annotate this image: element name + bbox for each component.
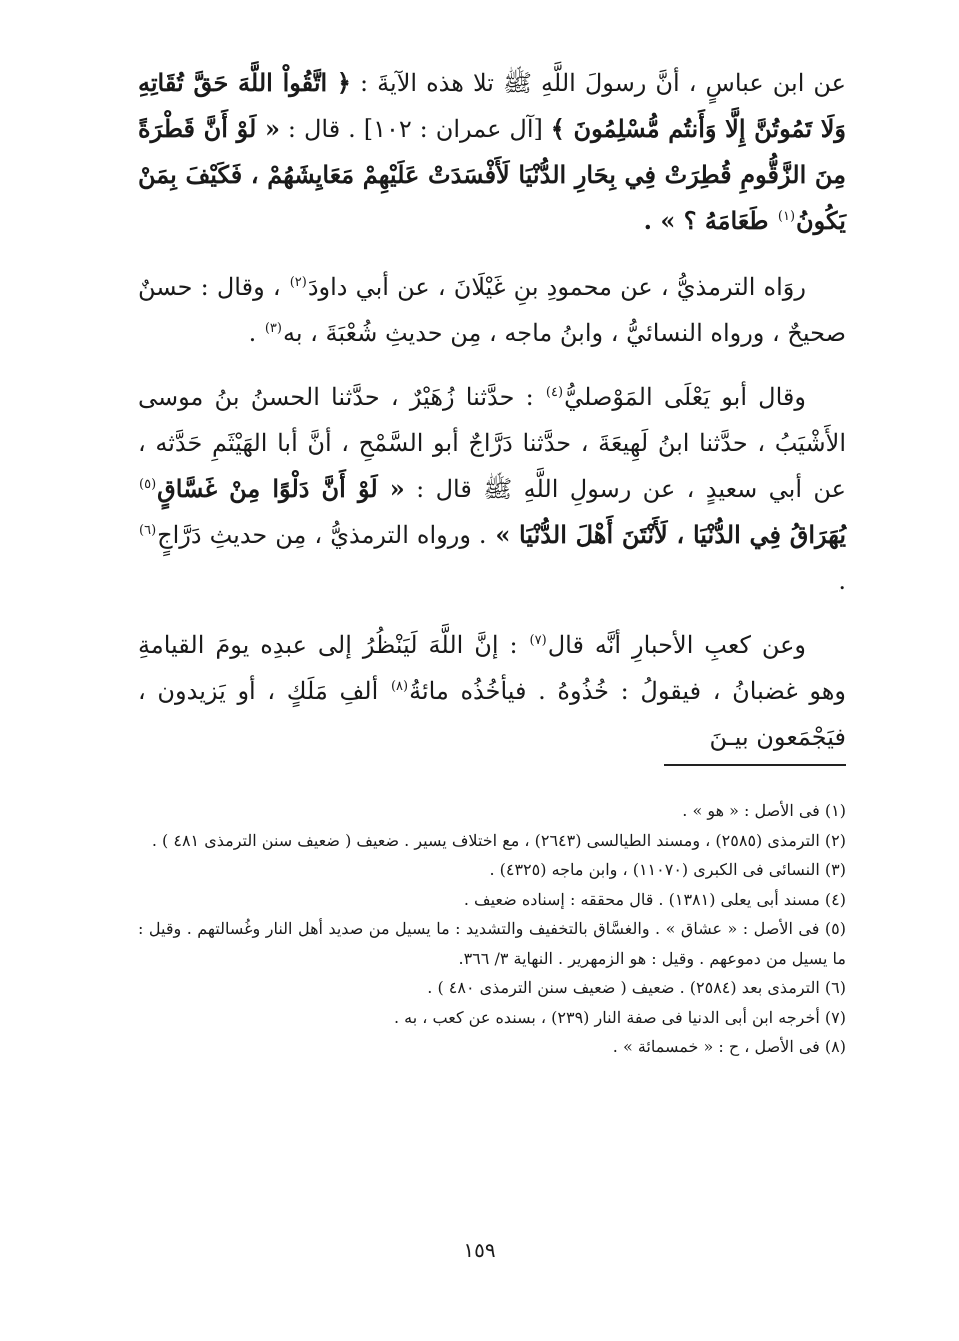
- paragraph-4: [138, 622, 846, 760]
- verse-reference: [آل عمران : ١٠٢] .: [340, 115, 551, 143]
- main-text: [138, 60, 846, 778]
- footnote-ref-2: (٢): [289, 275, 307, 290]
- quran-verse: ﴿ اتَّقُواْ اللَّهَ حَقَّ تُقَاتِهِ وَلَا تَمُوتُنَّ إِلَّا وَأَنتُم مُّسْلِمُونَ ﴾: [138, 68, 846, 143]
- paragraph-3: [138, 374, 846, 604]
- footnote-7: (٧) أخرجه ابن أبى الدنيا فى صفة النار (٢٣٩) ، بسنده عن كعب ، به .: [393, 1007, 846, 1027]
- p1-qal: قال :: [279, 115, 341, 143]
- footnote-ref-8: (٨): [390, 679, 409, 694]
- page-number: ١٥٩: [463, 1238, 496, 1262]
- footnote-1: (١) فى الأصل : « هو » .: [682, 801, 846, 820]
- p2-text-a: روَاه الترمذيُّ ، عن محمودِ بنِ غَيْلَانَ ، عن أبي داودَ: [307, 273, 806, 301]
- p1-lead: عن ابن عباسٍ ، أنَّ رسولَ اللَّهِ ﷺ تلا هذه الآيةَ :: [351, 69, 846, 97]
- p4-text-a: وعن كعبِ الأحبارِ أنَّه قال: [547, 631, 807, 659]
- hadith-text-2a: « لَوْ أَنَّ دَلْوًا مِنْ غَسَّاقٍ: [157, 474, 405, 503]
- footnote-5: (٥) فى الأصل : « عشاق » . والغسَّاق بالتخفيف والتشديد : ما يسيل من صديد أهل النار وغُسالتهم . وقيل : ما يسيل من دموعهم . وقيل : هو الزمهرير . النهاية ٣/ ٣٦٦.: [138, 919, 846, 968]
- p2-text-c: .: [248, 319, 264, 347]
- footnote-4: (٤) مسند أبى يعلى (١٣٨١) . قال محققه : إسناده ضعيف .: [463, 889, 846, 909]
- p4-text-c: ألفِ مَلَكٍ ، أو يَزيدون ، فيَجْمَعون بيـنَ: [138, 677, 846, 751]
- footnotes: [138, 796, 846, 1062]
- p3-text-d: .: [838, 567, 846, 595]
- paragraph-2: [138, 264, 846, 356]
- footnote-3: (٣) النسائى فى الكبرى (١١٠٧٠) ، وابن ماجه (٤٣٢٥) .: [489, 860, 846, 879]
- p3-text-a: وقال أبو يَعْلَى المَوْصليُّ: [564, 383, 806, 411]
- footnote-ref-4: (٤): [545, 385, 564, 400]
- p2-text-b: ، وقال : حسنٌ صحيحٌ ، ورواه النسائيُّ ، وابنُ ماجه ، مِن حديثِ شُعْبَةَ ، به: [138, 273, 846, 347]
- p3-text-c: . ورواه الترمذيُّ ، مِن حديثِ دَرَّاجٍ: [157, 521, 487, 549]
- hadith-text-1-end: طَعَامَهُ ؟ » .: [643, 206, 777, 235]
- footnote-6: (٦) الترمذى بعد (٢٥٨٤) . ضعيف ( ضعيف سنن الترمذى ٤٨٠ ) .: [427, 978, 846, 997]
- footnote-separator: [664, 764, 846, 766]
- footnote-ref-5: (٥): [139, 477, 157, 492]
- footnote-2: (٢) الترمذى (٢٥٨٥) ، ومسند الطيالسى (٢٦٤٣) ، مع اختلاف يسير . ضعيف ( ضعيف سنن الترمذى ٤٨١ ) .: [151, 830, 846, 850]
- footnote-ref-6: (٦): [139, 523, 157, 538]
- p3-text-b: : حدَّثنا زُهَيْرٌ ، حدَّثنا الحسنُ بنُ موسى الأَشْيَبُ ، حدَّثنا ابنُ لَهِيعَةَ ، حدَّثنا دَرَّاجٌ أبو السَّمْحِ ، أنَّ أبا الهَيْثَمِ حَدَّثه ، عن أبي سعيدٍ ، عن رسولِ اللَّهِ ﷺ قال :: [138, 383, 846, 503]
- footnote-ref-7: (٧): [529, 633, 547, 648]
- paragraph-1: [138, 60, 846, 244]
- footnote-ref-3: (٣): [264, 321, 282, 336]
- footnote-ref-1: (١): [777, 209, 796, 224]
- p4-text-b: : إنَّ اللَّهَ لَيَنْظُرُ إلى عبدِه يومَ القيامةِ وهو غضبانُ ، فيقولُ : خُذُوهُ . فيأخُذُه مائةُ: [138, 631, 846, 705]
- hadith-text-1: « لَوْ أَنَّ قَطْرَةً مِنَ الزَّقُّومِ قُطِرَتْ فِي بِحَارِ الدُّنْيَا لَأَفْسَدَتْ عَلَيْهِمْ مَعَايِشَهُمْ ، فَكَيْفَ بِمَنْ يَكُونُ: [138, 114, 846, 235]
- hadith-text-2b: يُهَرَاقُ فِي الدُّنْيَا ، لَأَنْتَنَ أَهْلَ الدُّنْيَا »: [486, 520, 847, 549]
- footnote-8: (٨) فى الأصل ، ح : « خمسمائة » .: [612, 1037, 846, 1056]
